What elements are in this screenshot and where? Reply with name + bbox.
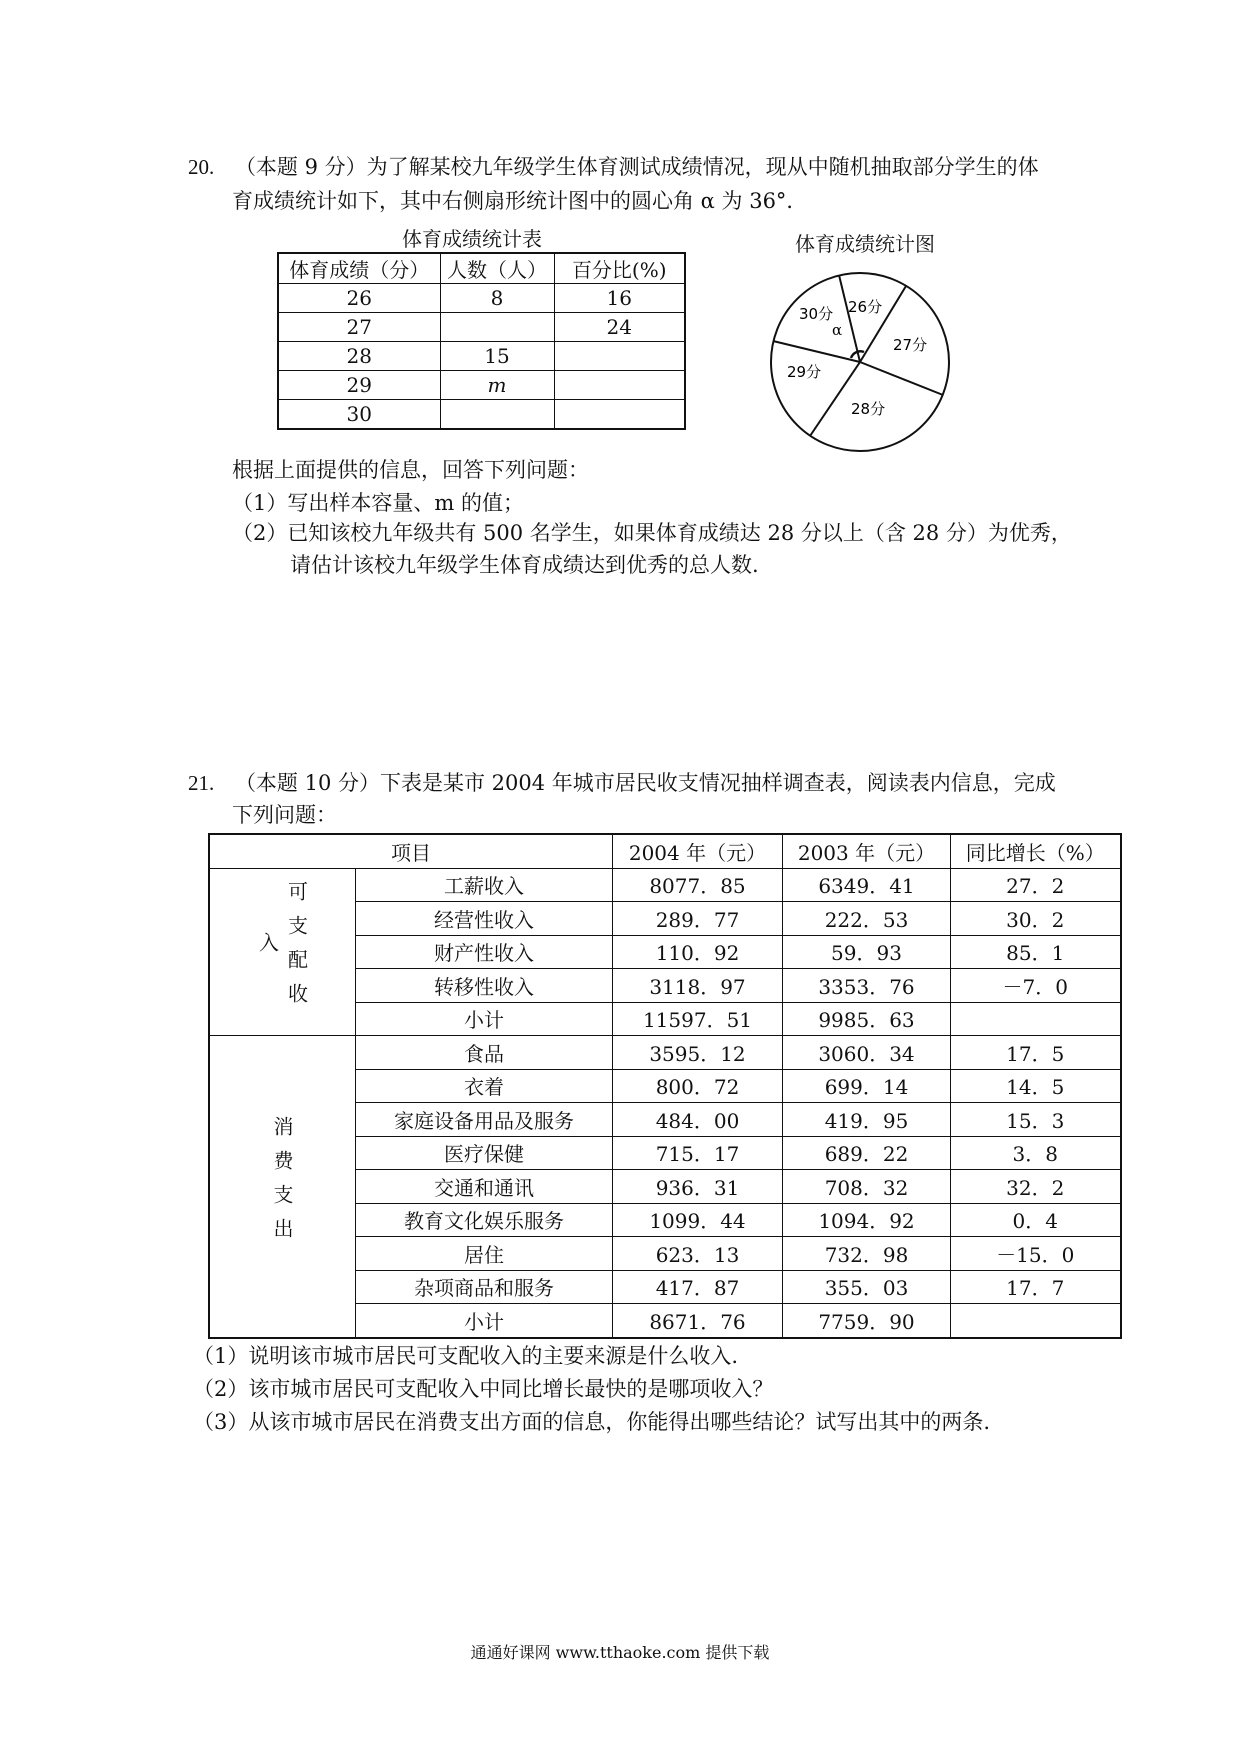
table-cell: 29 xyxy=(278,371,440,400)
table-cell: 59．93 xyxy=(783,935,951,969)
table-cell: 222．53 xyxy=(783,902,951,936)
table-cell: 交通和通讯 xyxy=(356,1170,613,1204)
table-cell: 3595．12 xyxy=(613,1036,783,1070)
group-label-text: 可支配收入 xyxy=(255,881,309,1018)
table-cell: 419．95 xyxy=(783,1103,951,1137)
pie-divider xyxy=(860,362,943,395)
table-cell: 11597．51 xyxy=(613,1002,783,1036)
pie-divider xyxy=(773,341,860,362)
header-cell: 项目 xyxy=(209,834,613,868)
group-label-expense xyxy=(209,1036,356,1338)
q20-sub2-cont: 请估计该校九年级学生体育成绩达到优秀的总人数. xyxy=(290,553,759,577)
q20-table-title: 体育成绩统计表 xyxy=(402,227,542,251)
table-cell: 689．22 xyxy=(783,1136,951,1170)
pie-label-alpha: α xyxy=(832,321,843,339)
table-row xyxy=(278,284,685,313)
table-cell: 小计 xyxy=(356,1304,613,1338)
table-cell: 15 xyxy=(440,342,554,371)
table-header-row xyxy=(278,253,685,284)
table-cell: 衣着 xyxy=(356,1069,613,1103)
table-cell xyxy=(554,342,685,371)
table-cell: 1099．44 xyxy=(613,1203,783,1237)
table-row xyxy=(278,371,685,400)
pie-label-30: 30分 xyxy=(799,305,834,323)
table-cell: 16 xyxy=(554,284,685,313)
table-cell: 14．5 xyxy=(951,1069,1121,1103)
table-cell: 715．17 xyxy=(613,1136,783,1170)
pie-divider xyxy=(839,275,860,362)
table-cell: 484．00 xyxy=(613,1103,783,1137)
table-cell: 623．13 xyxy=(613,1237,783,1271)
table-cell xyxy=(951,1304,1121,1338)
header-cell: 体育成绩（分） xyxy=(278,253,440,284)
table-cell: 355．03 xyxy=(783,1270,951,1304)
q20-pie-title: 体育成绩统计图 xyxy=(795,232,935,256)
table-cell: 0．4 xyxy=(951,1203,1121,1237)
q20-first-line xyxy=(188,152,1039,182)
table-cell: 289．77 xyxy=(613,902,783,936)
q20-intro: 根据上面提供的信息，回答下列问题： xyxy=(232,458,589,482)
header-cell: 人数（人） xyxy=(440,253,554,284)
table-cell: 1094．92 xyxy=(783,1203,951,1237)
q21-survey-table xyxy=(208,833,1122,1339)
table-cell xyxy=(554,371,685,400)
table-cell xyxy=(951,1002,1121,1036)
table-cell: 居住 xyxy=(356,1237,613,1271)
table-cell: 8077．85 xyxy=(613,868,783,902)
q21-sub2: （2）该市城市居民可支配收入中同比增长最快的是哪项收入？ xyxy=(193,1377,774,1401)
table-cell xyxy=(440,313,554,342)
table-cell: 3．8 xyxy=(951,1136,1121,1170)
table-cell: 8 xyxy=(440,284,554,313)
table-cell: －15．0 xyxy=(951,1237,1121,1271)
table-cell: 15．3 xyxy=(951,1103,1121,1137)
group-label-income xyxy=(209,868,356,1036)
page-footer: 通通好课网 www.tthaoke.com 提供下载 xyxy=(470,1643,770,1662)
table-cell: 85．1 xyxy=(951,935,1121,969)
table-cell: 医疗保健 xyxy=(356,1136,613,1170)
table-row xyxy=(209,868,1121,902)
group-label-text: 消费支出 xyxy=(270,1115,294,1252)
q21-first-line xyxy=(188,768,1056,798)
table-cell: 3353．76 xyxy=(783,969,951,1003)
pie-label-28: 28分 xyxy=(851,400,886,418)
table-header-row xyxy=(209,834,1121,868)
table-row xyxy=(278,400,685,430)
q20-pie-chart xyxy=(765,267,955,457)
table-cell xyxy=(554,400,685,430)
table-cell: 732．98 xyxy=(783,1237,951,1271)
table-cell: 转移性收入 xyxy=(356,969,613,1003)
table-cell: 3060．34 xyxy=(783,1036,951,1070)
table-cell: 27 xyxy=(278,313,440,342)
table-cell: 17．5 xyxy=(951,1036,1121,1070)
q20-text-2: 育成绩统计如下，其中右侧扇形统计图中的圆心角 α 为 36°． xyxy=(232,189,808,213)
table-cell: 教育文化娱乐服务 xyxy=(356,1203,613,1237)
table-cell: 杂项商品和服务 xyxy=(356,1270,613,1304)
table-cell: 6349．41 xyxy=(783,868,951,902)
header-cell: 百分比(%) xyxy=(554,253,685,284)
table-row xyxy=(278,342,685,371)
table-cell: 699．14 xyxy=(783,1069,951,1103)
q20-text-1: （本题 9 分）为了解某校九年级学生体育测试成绩情况，现从中随机抽取部分学生的体 xyxy=(234,155,1039,179)
header-cell: 2003 年（元） xyxy=(783,834,951,868)
table-row xyxy=(278,313,685,342)
q21-number: 21. xyxy=(188,771,215,795)
q21-text-1: （本题 10 分）下表是某市 2004 年城市居民收支情况抽样调查表，阅读表内信息，完成 xyxy=(234,771,1056,795)
q21-text-2: 下列问题： xyxy=(232,803,337,827)
table-row xyxy=(209,1036,1121,1070)
table-cell: 30 xyxy=(278,400,440,430)
table-cell: 936．31 xyxy=(613,1170,783,1204)
q20-number: 20. xyxy=(188,155,215,179)
q20-score-table xyxy=(277,252,686,430)
table-cell: 800．72 xyxy=(613,1069,783,1103)
table-cell: 417．87 xyxy=(613,1270,783,1304)
table-cell: －7．0 xyxy=(951,969,1121,1003)
table-cell: 9985．63 xyxy=(783,1002,951,1036)
q21-sub1: （1）说明该市城市居民可支配收入的主要来源是什么收入. xyxy=(193,1344,739,1368)
q20-sub1: （1）写出样本容量、m 的值； xyxy=(232,491,524,515)
table-cell: 30．2 xyxy=(951,902,1121,936)
table-cell: 经营性收入 xyxy=(356,902,613,936)
header-cell: 同比增长（%） xyxy=(951,834,1121,868)
header-cell: 2004 年（元） xyxy=(613,834,783,868)
table-cell: 8671．76 xyxy=(613,1304,783,1338)
table-cell: 工薪收入 xyxy=(356,868,613,902)
table-cell: 26 xyxy=(278,284,440,313)
q21-sub3: （3）从该市城市居民在消费支出方面的信息，你能得出哪些结论？试写出其中的两条. xyxy=(193,1410,991,1434)
table-cell: 小计 xyxy=(356,1002,613,1036)
pie-label-29: 29分 xyxy=(787,363,822,381)
q20-sub2: （2）已知该校九年级共有 500 名学生，如果体育成绩达 28 分以上（含 28 分）为优秀， xyxy=(232,521,1072,545)
table-cell: 24 xyxy=(554,313,685,342)
table-cell: 食品 xyxy=(356,1036,613,1070)
table-cell: 28 xyxy=(278,342,440,371)
table-cell: 家庭设备用品及服务 xyxy=(356,1103,613,1137)
table-cell: 110．92 xyxy=(613,935,783,969)
table-cell: 3118．97 xyxy=(613,969,783,1003)
table-cell xyxy=(440,400,554,430)
table-cell: 32．2 xyxy=(951,1170,1121,1204)
pie-label-26: 26分 xyxy=(848,298,883,316)
table-cell: m xyxy=(440,371,554,400)
table-cell: 708．32 xyxy=(783,1170,951,1204)
table-cell: 7759．90 xyxy=(783,1304,951,1338)
pie-label-27: 27分 xyxy=(893,336,928,354)
table-cell: 27．2 xyxy=(951,868,1121,902)
table-cell: 17．7 xyxy=(951,1270,1121,1304)
table-cell: 财产性收入 xyxy=(356,935,613,969)
